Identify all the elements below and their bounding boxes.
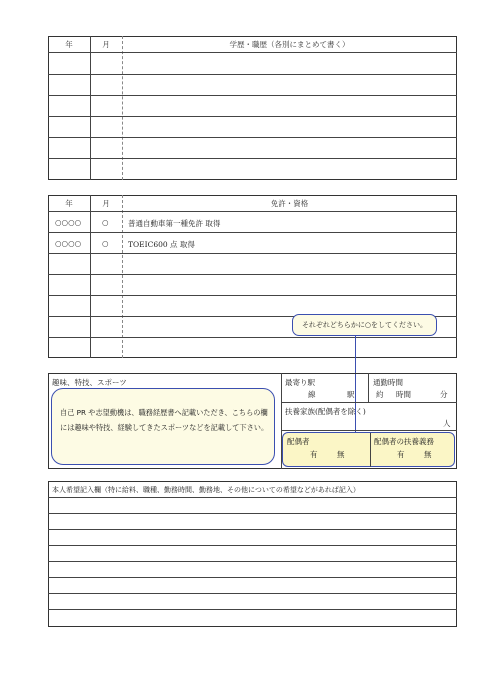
education-header-year: 年 [65, 40, 73, 49]
station-line-unit: 線 [308, 390, 316, 399]
wishes-row-rule [48, 561, 457, 562]
station-label: 最寄り駅 [285, 378, 315, 387]
licenses-header-year: 年 [65, 199, 73, 208]
commute-minutes-unit: 分 [440, 390, 448, 399]
dependents-label: 扶養家族(配偶者を除く) [285, 407, 366, 416]
spouse-label: 配偶者 [287, 437, 310, 446]
education-header-month: 月 [102, 40, 110, 49]
dependents-row-rule [281, 430, 457, 431]
licenses-header-content: 免許・資格 [270, 199, 309, 208]
wishes-label: 本人希望記入欄（特に給料、職種、勤務時間、勤務地、その他についての希望などがあれば記入） [52, 486, 360, 494]
station-row-rule [281, 402, 457, 403]
wishes-row-rule [48, 497, 457, 498]
licenses-col-divider-1 [90, 195, 91, 358]
licenses-header-month: 月 [102, 199, 110, 208]
license-row-2-month: ○ [102, 239, 109, 248]
callout-choose-one-text: それぞれどちらかに○をしてください。 [301, 321, 428, 329]
spouse-divider [370, 433, 371, 467]
hobbies-label: 趣味、特技、スポーツ [52, 378, 127, 387]
wishes-row-rule [48, 593, 457, 594]
wishes-row-rule [48, 513, 457, 514]
wishes-row-rule [48, 609, 457, 610]
station-commute-divider [368, 373, 369, 402]
license-row-2-content: TOEIC600 点 取得 [128, 240, 195, 249]
license-row-1-year: ○○○○ [55, 218, 82, 227]
education-row-rule [48, 158, 457, 159]
spouse-option-yes[interactable]: 有 [310, 450, 318, 459]
licenses-row-rule [48, 274, 457, 275]
education-row-rule [48, 137, 457, 138]
commute-label: 通勤時間 [373, 378, 403, 387]
callout-choose-one [292, 314, 437, 336]
dependents-unit: 人 [443, 419, 451, 428]
education-row-rule [48, 95, 457, 96]
license-row-2-year: ○○○○ [55, 239, 82, 248]
spouse-support-label: 配偶者の扶養義務 [374, 437, 434, 446]
licenses-row-rule [48, 232, 457, 233]
education-header-rule [48, 52, 457, 53]
licenses-row-rule [48, 295, 457, 296]
education-row-rule [48, 116, 457, 117]
hobbies-note-text: 自己 PR や志望動機は、職務経歴書へ記載いただき、こちらの欄には趣味や特技、経験してきたスポーツなどを記載して下さい。 [60, 408, 269, 432]
wishes-row-rule [48, 529, 457, 530]
education-header-content: 学歴・職歴（各別にまとめて書く） [229, 40, 350, 49]
spouse-support-option-yes[interactable]: 有 [397, 450, 405, 459]
wishes-table [48, 481, 457, 627]
wishes-row-rule [48, 545, 457, 546]
spouse-option-no[interactable]: 無 [337, 450, 345, 459]
licenses-row-rule [48, 253, 457, 254]
licenses-header-rule [48, 211, 457, 212]
commute-hours-unit: 時間 [396, 390, 411, 399]
commute-approx: 約 [376, 390, 384, 399]
station-unit: 駅 [347, 390, 355, 399]
license-row-1-month: ○ [102, 218, 109, 227]
hobbies-note-bubble [51, 388, 275, 465]
education-row-rule [48, 74, 457, 75]
license-row-1-content: 普通自動車第一種免許 取得 [128, 219, 221, 228]
spouse-support-option-no[interactable]: 無 [424, 450, 432, 459]
licenses-row-rule [48, 337, 457, 338]
wishes-row-rule [48, 577, 457, 578]
licenses-col-divider-2 [122, 195, 123, 358]
